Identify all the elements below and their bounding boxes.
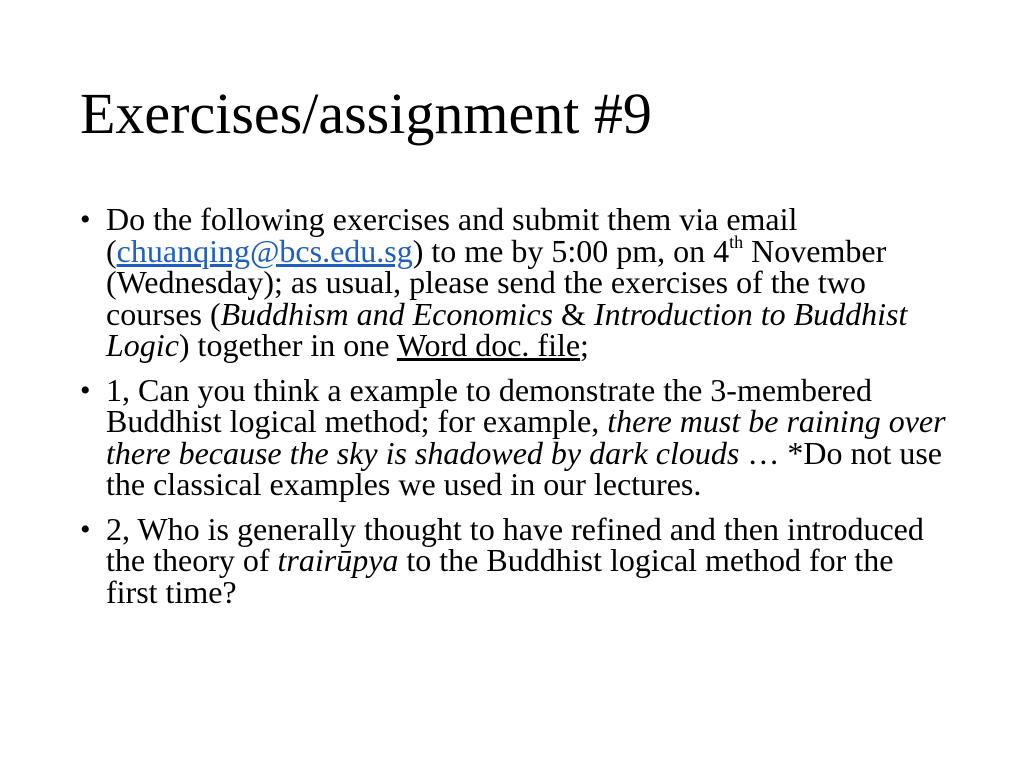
bullet-list — [76, 201, 946, 621]
bullet-icon: • — [80, 373, 91, 407]
bullet-text: ) to me by 5:00 pm, on 4 — [412, 232, 730, 269]
bullet-item-question-1 — [76, 371, 946, 502]
bullet-text: to the Buddhist logical method for the first time? — [106, 542, 894, 610]
course-name: Buddhism and Economics — [220, 295, 554, 332]
bullet-item-submission — [76, 201, 946, 363]
bullet-text: … *Do not use the classical examples we used in our lectures. — [106, 434, 942, 502]
bullet-text: ) together in one — [178, 327, 397, 363]
ordinal-suffix: th — [729, 231, 744, 252]
email-link[interactable]: chuanqing@bcs.edu.sg — [116, 232, 413, 269]
term: trairūpya — [277, 542, 399, 578]
bullet-text: Do the following exercises and submit them via email ( — [106, 201, 798, 269]
bullet-text: November (Wednesday); as usual, please send the exercises of the two courses ( — [106, 232, 887, 332]
example-sentence: there must be raining over there because the sky is shadowed by dark clouds — [106, 403, 946, 471]
file-type: Word doc. file — [396, 327, 581, 363]
bullet-text: 2, Who is generally thought to have refined and then introduced the theory of — [106, 510, 924, 578]
bullet-item-question-2 — [76, 510, 946, 610]
bullet-icon: • — [80, 203, 91, 236]
slide-title: Exercises/assignment #9 — [80, 81, 652, 146]
bullet-text: 1, Can you think a example to demonstrate the 3-membered Buddhist logical method; for example, — [106, 371, 872, 439]
bullet-icon: • — [80, 512, 91, 546]
bullet-text: ; — [580, 327, 589, 363]
bullet-text: & — [553, 295, 594, 332]
course-name: Introduction to Buddhist Logic — [106, 295, 908, 363]
